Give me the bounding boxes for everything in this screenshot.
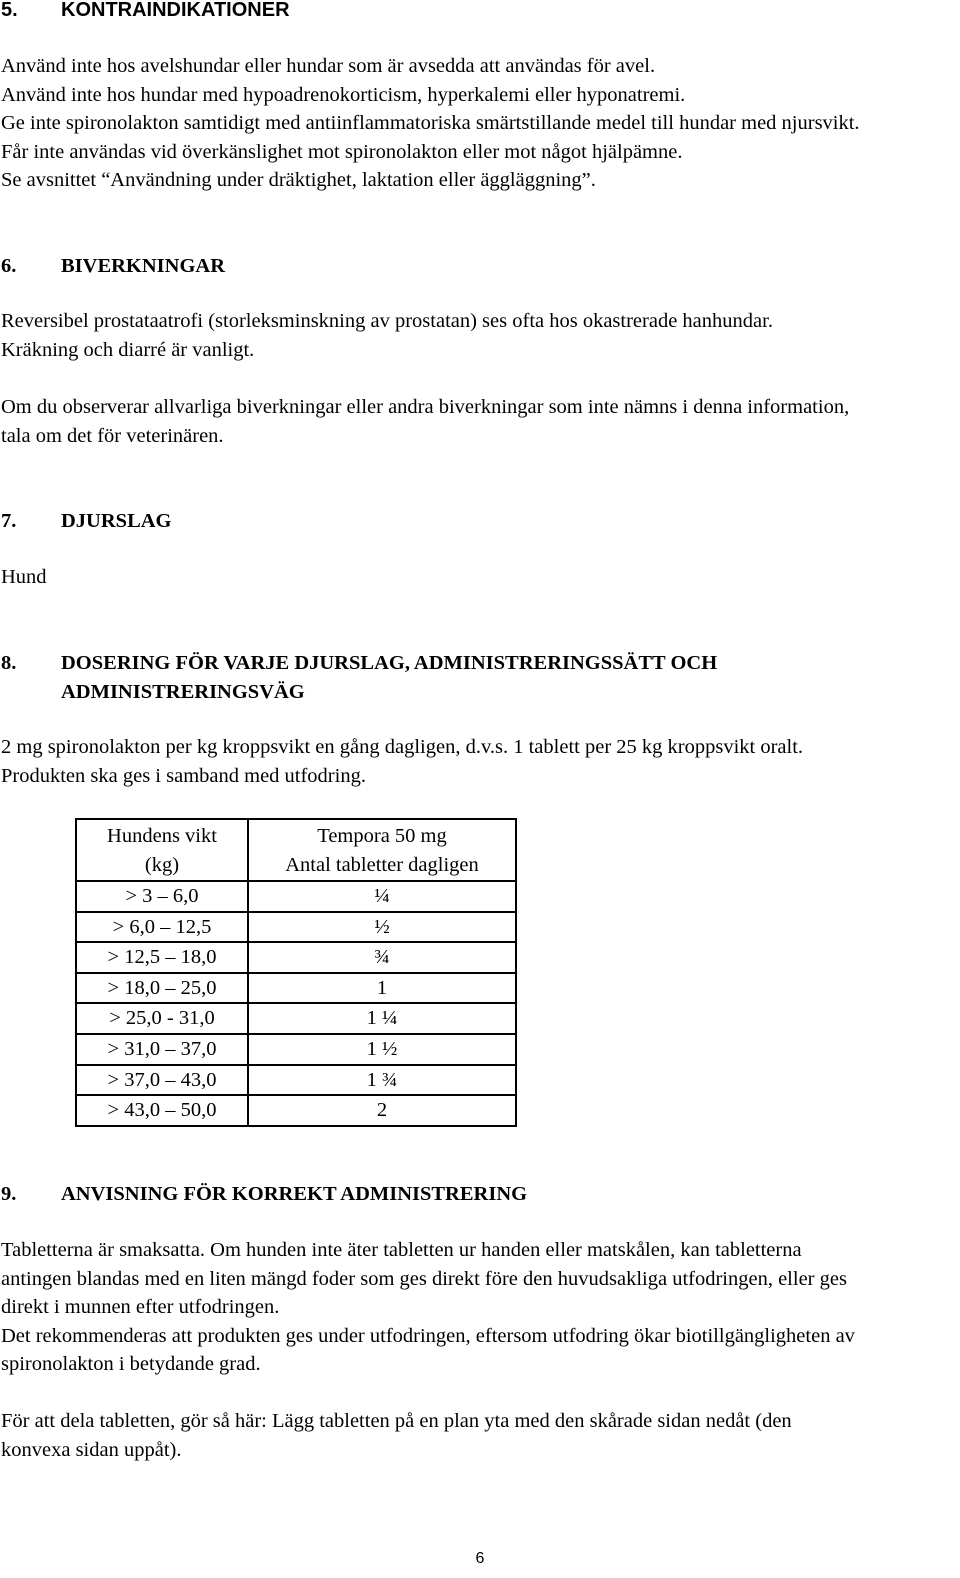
- header-line: Tempora 50 mg: [317, 825, 447, 848]
- header-line: Antal tabletter dagligen: [285, 854, 479, 876]
- paragraph-line: Tabletterna är smaksatta. Om hunden inte äter tabletten ur handen eller matskålen, kan tabletterna: [1, 1239, 802, 1261]
- table-row: [76, 881, 516, 912]
- paragraph-line: Använd inte hos hundar med hypoadrenokorticism, hyperkalemi eller hyponatremi.: [1, 83, 686, 106]
- paragraph-line: Det rekommenderas att produkten ges under utfodringen, eftersom utfodring ökar biotillgängligheten av: [1, 1324, 855, 1347]
- section-number: 9.: [1, 1183, 17, 1205]
- weight-cell: > 3 – 6,0: [76, 881, 248, 912]
- section-9-paragraph-1: [1, 1236, 954, 1379]
- weight-cell: > 31,0 – 37,0: [76, 1034, 248, 1065]
- table-row: [76, 1095, 516, 1126]
- section-9-heading: [1, 1180, 954, 1209]
- weight-cell: > 6,0 – 12,5: [76, 912, 248, 943]
- paragraph-line: konvexa sidan uppåt).: [1, 1438, 182, 1461]
- table-row: [76, 1003, 516, 1034]
- weight-cell: > 43,0 – 50,0: [76, 1095, 248, 1126]
- section-number: 6.: [1, 255, 17, 277]
- weight-cell: > 25,0 - 31,0: [76, 1003, 248, 1034]
- section-title: ANVISNING FÖR KORREKT ADMINISTRERING: [61, 1183, 528, 1205]
- paragraph-line: Se avsnittet “Användning under dräktighet, laktation eller äggläggning”.: [1, 169, 596, 192]
- section-number: 8.: [1, 652, 17, 674]
- table-header-row: [76, 819, 516, 881]
- section-title: BIVERKNINGAR: [61, 255, 226, 277]
- section-number: 7.: [1, 510, 17, 532]
- section-6-paragraph-1: [1, 307, 954, 364]
- dosage-table: [75, 818, 517, 1127]
- species-text: Hund: [1, 566, 47, 588]
- table-header-cell: [76, 819, 248, 881]
- paragraph-line: antingen blandas med en liten mängd foder som ges direkt före den huvudsakliga utfodringen, eller ges: [1, 1267, 847, 1290]
- tablets-cell: 1 ¾: [248, 1065, 516, 1096]
- table-row: [76, 973, 516, 1004]
- paragraph-line: Använd inte hos avelshundar eller hundar som är avsedda att användas för avel.: [1, 55, 656, 77]
- tablets-cell: 1: [248, 973, 516, 1004]
- section-title-line: DOSERING FÖR VARJE DJURSLAG, ADMINISTRERINGSSÄTT OCH: [61, 652, 718, 674]
- header-line: (kg): [144, 854, 180, 876]
- section-9-paragraph-2: [1, 1407, 954, 1464]
- paragraph-line: spironolakton i betydande grad.: [1, 1353, 261, 1376]
- paragraph-line: För att dela tabletten, gör så här: Lägg tabletten på en plan yta med den skårade sidan nedåt (den: [1, 1410, 792, 1432]
- section-6-heading: [1, 252, 954, 281]
- section-5-heading: [1, 0, 954, 25]
- section-title: KONTRAINDIKATIONER: [61, 0, 290, 21]
- page-number: 6: [475, 1550, 485, 1567]
- paragraph-line: Ge inte spironolakton samtidigt med antiinflammatoriska smärtstillande medel till hundar med njursvikt.: [1, 112, 860, 135]
- header-line: Hundens vikt: [107, 825, 217, 848]
- tablets-cell: 2: [248, 1095, 516, 1126]
- tablets-cell: 1 ¼: [248, 1003, 516, 1034]
- section-8-body: [1, 733, 954, 790]
- paragraph-line: Produkten ska ges i samband med utfodring.: [1, 764, 366, 787]
- tablets-cell: ¼: [248, 881, 516, 912]
- section-number: 5.: [1, 0, 18, 21]
- paragraph-line: Får inte användas vid överkänslighet mot spironolakton eller mot något hjälpämne.: [1, 140, 683, 163]
- paragraph-line: Reversibel prostataatrofi (storleksminskning av prostatan) ses ofta hos okastrerade hanhundar.: [1, 310, 773, 332]
- paragraph-line: Kräkning och diarré är vanligt.: [1, 338, 255, 361]
- section-5-body: [1, 52, 954, 195]
- paragraph-line: Om du observerar allvarliga biverkningar eller andra biverkningar som inte nämns i denna information,: [1, 396, 850, 418]
- tablets-cell: ¾: [248, 942, 516, 973]
- section-title: DJURSLAG: [61, 510, 172, 532]
- table-row: [76, 1034, 516, 1065]
- table-row: [76, 942, 516, 973]
- table-header-cell: [248, 819, 516, 881]
- section-8-heading: [1, 649, 954, 706]
- weight-cell: > 37,0 – 43,0: [76, 1065, 248, 1096]
- section-7-body: [1, 563, 954, 592]
- paragraph-line: tala om det för veterinären.: [1, 424, 224, 447]
- table-row: [76, 912, 516, 943]
- tablets-cell: 1 ½: [248, 1034, 516, 1065]
- tablets-cell: ½: [248, 912, 516, 943]
- table-row: [76, 1065, 516, 1096]
- section-6-paragraph-2: [1, 393, 954, 450]
- paragraph-line: 2 mg spironolakton per kg kroppsvikt en gång dagligen, d.v.s. 1 tablett per 25 kg kroppsvikt oralt.: [1, 736, 804, 758]
- weight-cell: > 18,0 – 25,0: [76, 973, 248, 1004]
- section-title: [61, 649, 954, 706]
- paragraph-line: direkt i munnen efter utfodringen.: [1, 1296, 280, 1319]
- weight-cell: > 12,5 – 18,0: [76, 942, 248, 973]
- section-7-heading: [1, 507, 954, 536]
- section-title-line: ADMINISTRERINGSVÄG: [61, 680, 305, 703]
